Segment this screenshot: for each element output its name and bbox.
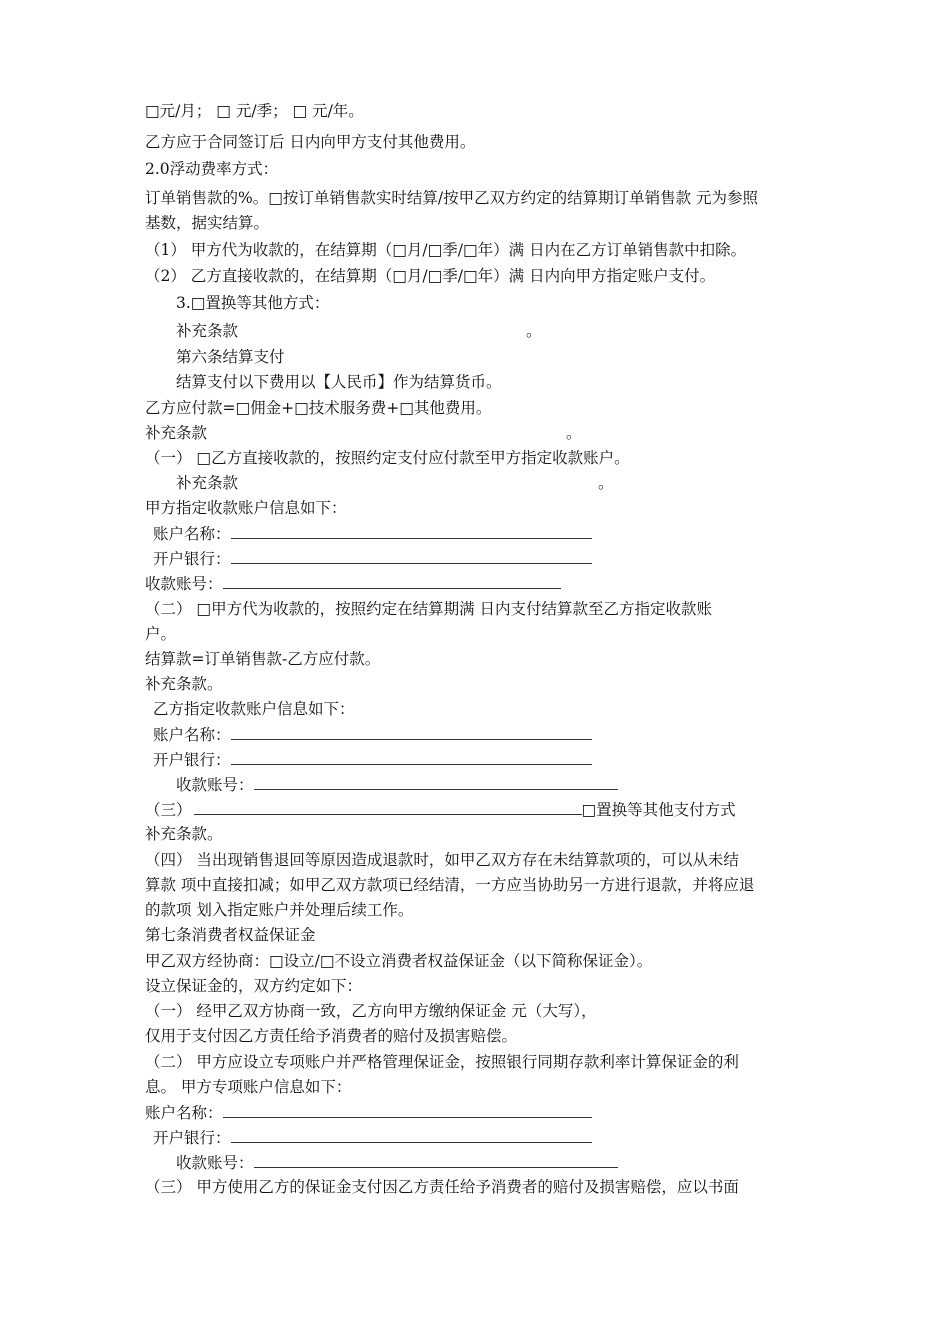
supplementary-clause: 补充条款。 [145, 825, 223, 843]
bank-field: 开户银行： [153, 547, 592, 570]
account-number-field: 收款账号： [145, 572, 561, 595]
deposit-item-2: （二） 甲方应设立专项账户并严格管理保证金，按照银行同期存款利率计算保证金的利 [145, 1053, 739, 1071]
settlement-formula: 结算款=订单销售款-乙方应付款。 [145, 650, 381, 668]
supplementary-clause-end: 。 [566, 424, 582, 442]
account-name-field: 账户名称： [145, 1101, 592, 1124]
account-name-field: 账户名称： [153, 723, 592, 746]
floating-item-2: （2） 乙方直接收款的，在结算期（□月/□季/□年）满 日内向甲方指定账户支付。 [145, 267, 716, 285]
item-1-direct-collection: （一） □乙方直接收款的，按照约定支付应付款至甲方指定收款账户。 [145, 449, 630, 467]
supplementary-clause: 补充条款。 [145, 675, 223, 693]
supplementary-clause-end: 。 [598, 474, 614, 492]
deposit-item-3: （三） 甲方使用乙方的保证金支付因乙方责任给予消费者的赔付及损害赔偿，应以书面 [145, 1178, 739, 1196]
supplementary-clause-label: 补充条款 [176, 474, 239, 492]
bank-field: 开户银行： [153, 1126, 592, 1149]
fee-fixed-options: □元/月； □ 元/季； □ 元/年。 [145, 102, 364, 120]
party-a-account-heading: 甲方指定收款账户信息如下： [145, 499, 347, 517]
article-6-heading: 第六条结算支付 [176, 348, 285, 366]
floating-rate-line-1: 订单销售款的%。□按订单销售款实时结算/按甲乙双方约定的结算期订单销售款 元为参照 [145, 189, 759, 207]
floating-rate-heading: 2.0浮动费率方式： [145, 160, 279, 178]
deposit-agreement: 甲乙双方经协商：□设立/□不设立消费者权益保证金（以下简称保证金）。 [145, 952, 653, 970]
supplementary-clause-label: 补充条款 [145, 424, 208, 442]
deposit-item-1: （一） 经甲乙双方协商一致，乙方向甲方缴纳保证金 元（大写）， [145, 1002, 597, 1020]
account-number-field: 收款账号： [176, 773, 618, 796]
floating-item-1: （1） 甲方代为收款的，在结算期（□月/□季/□年）满 日内在乙方订单销售款中扣除。 [145, 241, 747, 259]
settlement-currency: 结算支付以下费用以【人民币】作为结算货币。 [176, 373, 502, 391]
deposit-item-2-continuation: 息。 甲方专项账户信息如下： [145, 1078, 352, 1096]
payable-formula: 乙方应付款=□佣金+□技术服务费+□其他费用。 [145, 399, 492, 417]
item-4-refund-line-2: 算款 项中直接扣减；如甲乙双方款项已经结清，一方应当协助另一方进行退款，并将应退 [145, 876, 755, 894]
account-number-field: 收款账号： [176, 1151, 618, 1174]
item-3-line: （三） □置换等其他支付方式 [145, 798, 736, 821]
party-b-account-heading: 乙方指定收款账户信息如下： [153, 700, 355, 718]
item-2-agent-collection: （二） □甲方代为收款的，按照约定在结算期满 日内支付结算款至乙方指定收款账 [145, 600, 713, 618]
deposit-item-1-continuation: 仅用于支付因乙方责任给予消费者的赔付及损害赔偿。 [145, 1027, 518, 1045]
deposit-terms-heading: 设立保证金的，双方约定如下： [145, 977, 363, 995]
item-4-refund-line-3: 的款项 划入指定账户并处理后续工作。 [145, 901, 414, 919]
article-7-heading: 第七条消费者权益保证金 [145, 926, 316, 944]
supplementary-clause-end: 。 [526, 322, 542, 340]
bank-field: 开户银行： [153, 748, 592, 771]
floating-rate-line-2: 基数，据实结算。 [145, 214, 270, 232]
other-fees-line: 乙方应于合同签订后 日内向甲方支付其他费用。 [145, 133, 476, 151]
supplementary-clause-label: 补充条款 [176, 322, 239, 340]
replacement-method: 3.□置换等其他方式： [176, 294, 330, 312]
account-name-field: 账户名称： [153, 522, 592, 545]
item-2-continuation: 户。 [145, 625, 177, 643]
item-4-refund-line-1: （四） 当出现销售退回等原因造成退款时，如甲乙双方存在未结算款项的，可以从未结 [145, 851, 739, 869]
